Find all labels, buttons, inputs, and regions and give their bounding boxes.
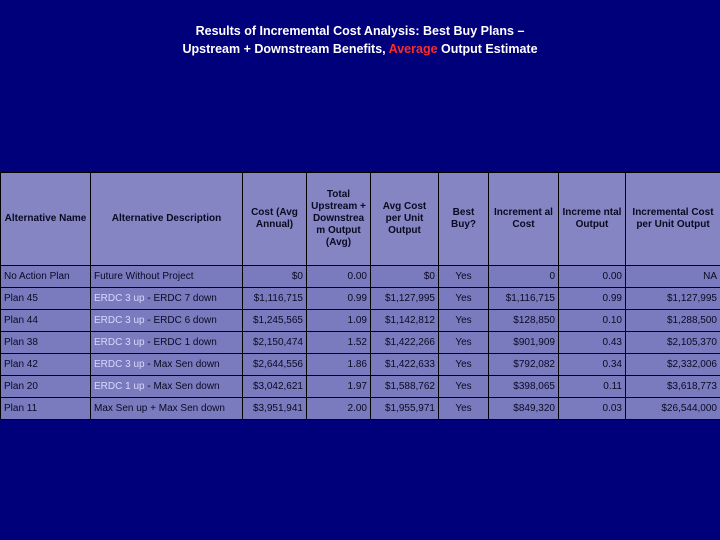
cell-incremental-output: 0.00 [559,266,626,288]
cell-best-buy: Yes [439,288,489,310]
table-row [1,288,720,310]
table-row [1,354,720,376]
description-upstream: ERDC 3 up [94,337,145,348]
description-upstream: ERDC 3 up [94,359,145,370]
cell-cost: $2,150,474 [243,332,307,354]
header-alternative-description: Alternative Description [91,173,243,266]
cell-best-buy: Yes [439,376,489,398]
table-row [1,398,720,420]
cell-description [91,332,243,354]
cell-output: 1.52 [307,332,371,354]
cell-description [91,354,243,376]
cell-incremental-cost-per-unit: $2,105,370 [626,332,720,354]
cell-incremental-cost: $398,065 [489,376,559,398]
cell-incremental-cost: $901,909 [489,332,559,354]
cell-best-buy: Yes [439,266,489,288]
cell-name: No Action Plan [1,266,91,288]
description-downstream: Future Without Project [94,271,194,282]
cell-incremental-output: 0.99 [559,288,626,310]
cell-avg-cost: $1,127,995 [371,288,439,310]
cell-cost: $1,116,715 [243,288,307,310]
cell-incremental-output: 0.10 [559,310,626,332]
cell-incremental-cost: $128,850 [489,310,559,332]
table-row [1,310,720,332]
cell-cost: $3,042,621 [243,376,307,398]
cell-avg-cost: $1,422,633 [371,354,439,376]
cell-output: 1.97 [307,376,371,398]
cell-incremental-cost-per-unit: $3,618,773 [626,376,720,398]
description-downstream: - Max Sen down [144,359,220,370]
cell-name: Plan 44 [1,310,91,332]
title-line-1: Results of Incremental Cost Analysis: Best Buy Plans – [195,24,525,38]
table-row [1,266,720,288]
description-upstream: ERDC 1 up [94,381,145,392]
cell-incremental-cost: $1,116,715 [489,288,559,310]
description-upstream: ERDC 3 up [94,315,145,326]
cell-name: Plan 42 [1,354,91,376]
header-cost: Cost (Avg Annual) [243,173,307,266]
cell-best-buy: Yes [439,332,489,354]
cell-name: Plan 20 [1,376,91,398]
table-row [1,332,720,354]
cell-name: Plan 45 [1,288,91,310]
cell-description [91,266,243,288]
cell-incremental-cost-per-unit: NA [626,266,720,288]
cell-cost: $2,644,556 [243,354,307,376]
title-line-2 [0,40,720,58]
description-upstream: ERDC 3 up [94,293,145,304]
header-total-output: Total Upstream + Downstrea m Output (Avg) [307,173,371,266]
description-downstream: Max Sen up + Max Sen down [94,403,225,414]
cell-incremental-output: 0.03 [559,398,626,420]
cell-incremental-cost-per-unit: $1,127,995 [626,288,720,310]
cell-output: 1.09 [307,310,371,332]
table-body [1,266,720,420]
cell-output: 0.99 [307,288,371,310]
cell-incremental-cost: 0 [489,266,559,288]
title-accent-word: Average [388,42,438,56]
cell-avg-cost: $1,142,812 [371,310,439,332]
cell-incremental-output: 0.43 [559,332,626,354]
description-downstream: - ERDC 1 down [144,337,217,348]
cell-incremental-output: 0.11 [559,376,626,398]
cell-description [91,310,243,332]
cell-name: Plan 11 [1,398,91,420]
description-downstream: - ERDC 7 down [144,293,217,304]
description-downstream: - Max Sen down [144,381,220,392]
cell-description [91,398,243,420]
header-alternative-name: Alternative Name [1,173,91,266]
cell-best-buy: Yes [439,398,489,420]
cell-avg-cost: $1,422,266 [371,332,439,354]
cell-output: 0.00 [307,266,371,288]
table-row [1,376,720,398]
cell-output: 1.86 [307,354,371,376]
header-incremental-output: Increme ntal Output [559,173,626,266]
header-incremental-cost-per-unit: Incremental Cost per Unit Output [626,173,720,266]
table-header [1,173,720,266]
best-buy-results-table [0,172,720,420]
cell-avg-cost: $1,588,762 [371,376,439,398]
cell-incremental-cost-per-unit: $26,544,000 [626,398,720,420]
cell-best-buy: Yes [439,310,489,332]
description-downstream: - ERDC 6 down [144,315,217,326]
cell-avg-cost: $1,955,971 [371,398,439,420]
cell-description [91,376,243,398]
cell-name: Plan 38 [1,332,91,354]
slide-title [0,22,720,58]
header-avg-cost: Avg Cost per Unit Output [371,173,439,266]
cell-cost: $1,245,565 [243,310,307,332]
header-row [1,173,720,266]
cell-incremental-cost-per-unit: $2,332,006 [626,354,720,376]
cell-cost: $0 [243,266,307,288]
cell-cost: $3,951,941 [243,398,307,420]
cell-description [91,288,243,310]
header-incremental-cost: Increment al Cost [489,173,559,266]
cell-avg-cost: $0 [371,266,439,288]
title-line-2-prefix: Upstream + Downstream Benefits, [182,42,389,56]
cell-best-buy: Yes [439,354,489,376]
cell-incremental-cost: $849,320 [489,398,559,420]
cell-incremental-cost: $792,082 [489,354,559,376]
title-line-2-suffix: Output Estimate [437,42,538,56]
cell-output: 2.00 [307,398,371,420]
cell-incremental-cost-per-unit: $1,288,500 [626,310,720,332]
header-best-buy: Best Buy? [439,173,489,266]
cell-incremental-output: 0.34 [559,354,626,376]
